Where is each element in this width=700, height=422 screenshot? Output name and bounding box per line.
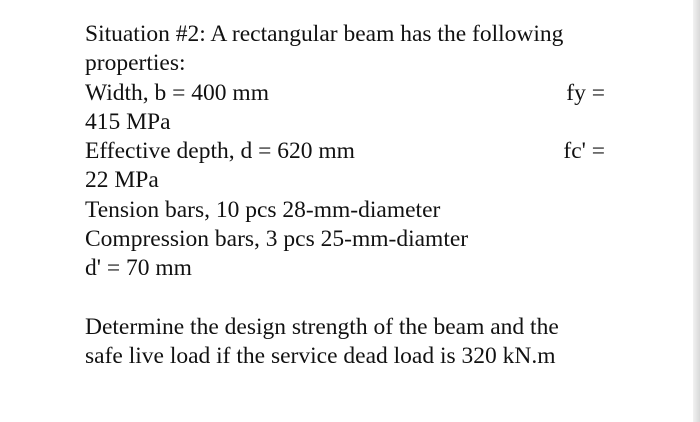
fc-value: 22 MPa: [85, 167, 159, 194]
depth-row: [85, 137, 610, 166]
problem-text: [85, 20, 610, 371]
width-row: [85, 79, 610, 108]
width-label: Width, b = 400 mm: [85, 79, 269, 106]
intro-line-1: Situation #2: A rectangular beam has the following: [85, 21, 564, 47]
tension-bars: Tension bars, 10 pcs 28-mm-diameter: [85, 196, 441, 223]
compression-bars: Compression bars, 3 pcs 25-mm-diamter: [85, 226, 469, 253]
page-edge-shadow: [693, 0, 700, 422]
fc-label: fc' =: [563, 138, 605, 165]
d-prime: d' = 70 mm: [85, 255, 192, 282]
depth-label: Effective depth, d = 620 mm: [85, 138, 355, 165]
question-line-2: safe live load if the service dead load is 320 kN.m: [85, 342, 556, 369]
paragraph-gap: [85, 284, 610, 313]
question-line-1: Determine the design strength of the beam and the: [85, 313, 559, 340]
fy-value: 415 MPa: [85, 108, 171, 135]
intro-line-2: properties:: [85, 50, 186, 77]
fy-label: fy =: [566, 79, 605, 106]
